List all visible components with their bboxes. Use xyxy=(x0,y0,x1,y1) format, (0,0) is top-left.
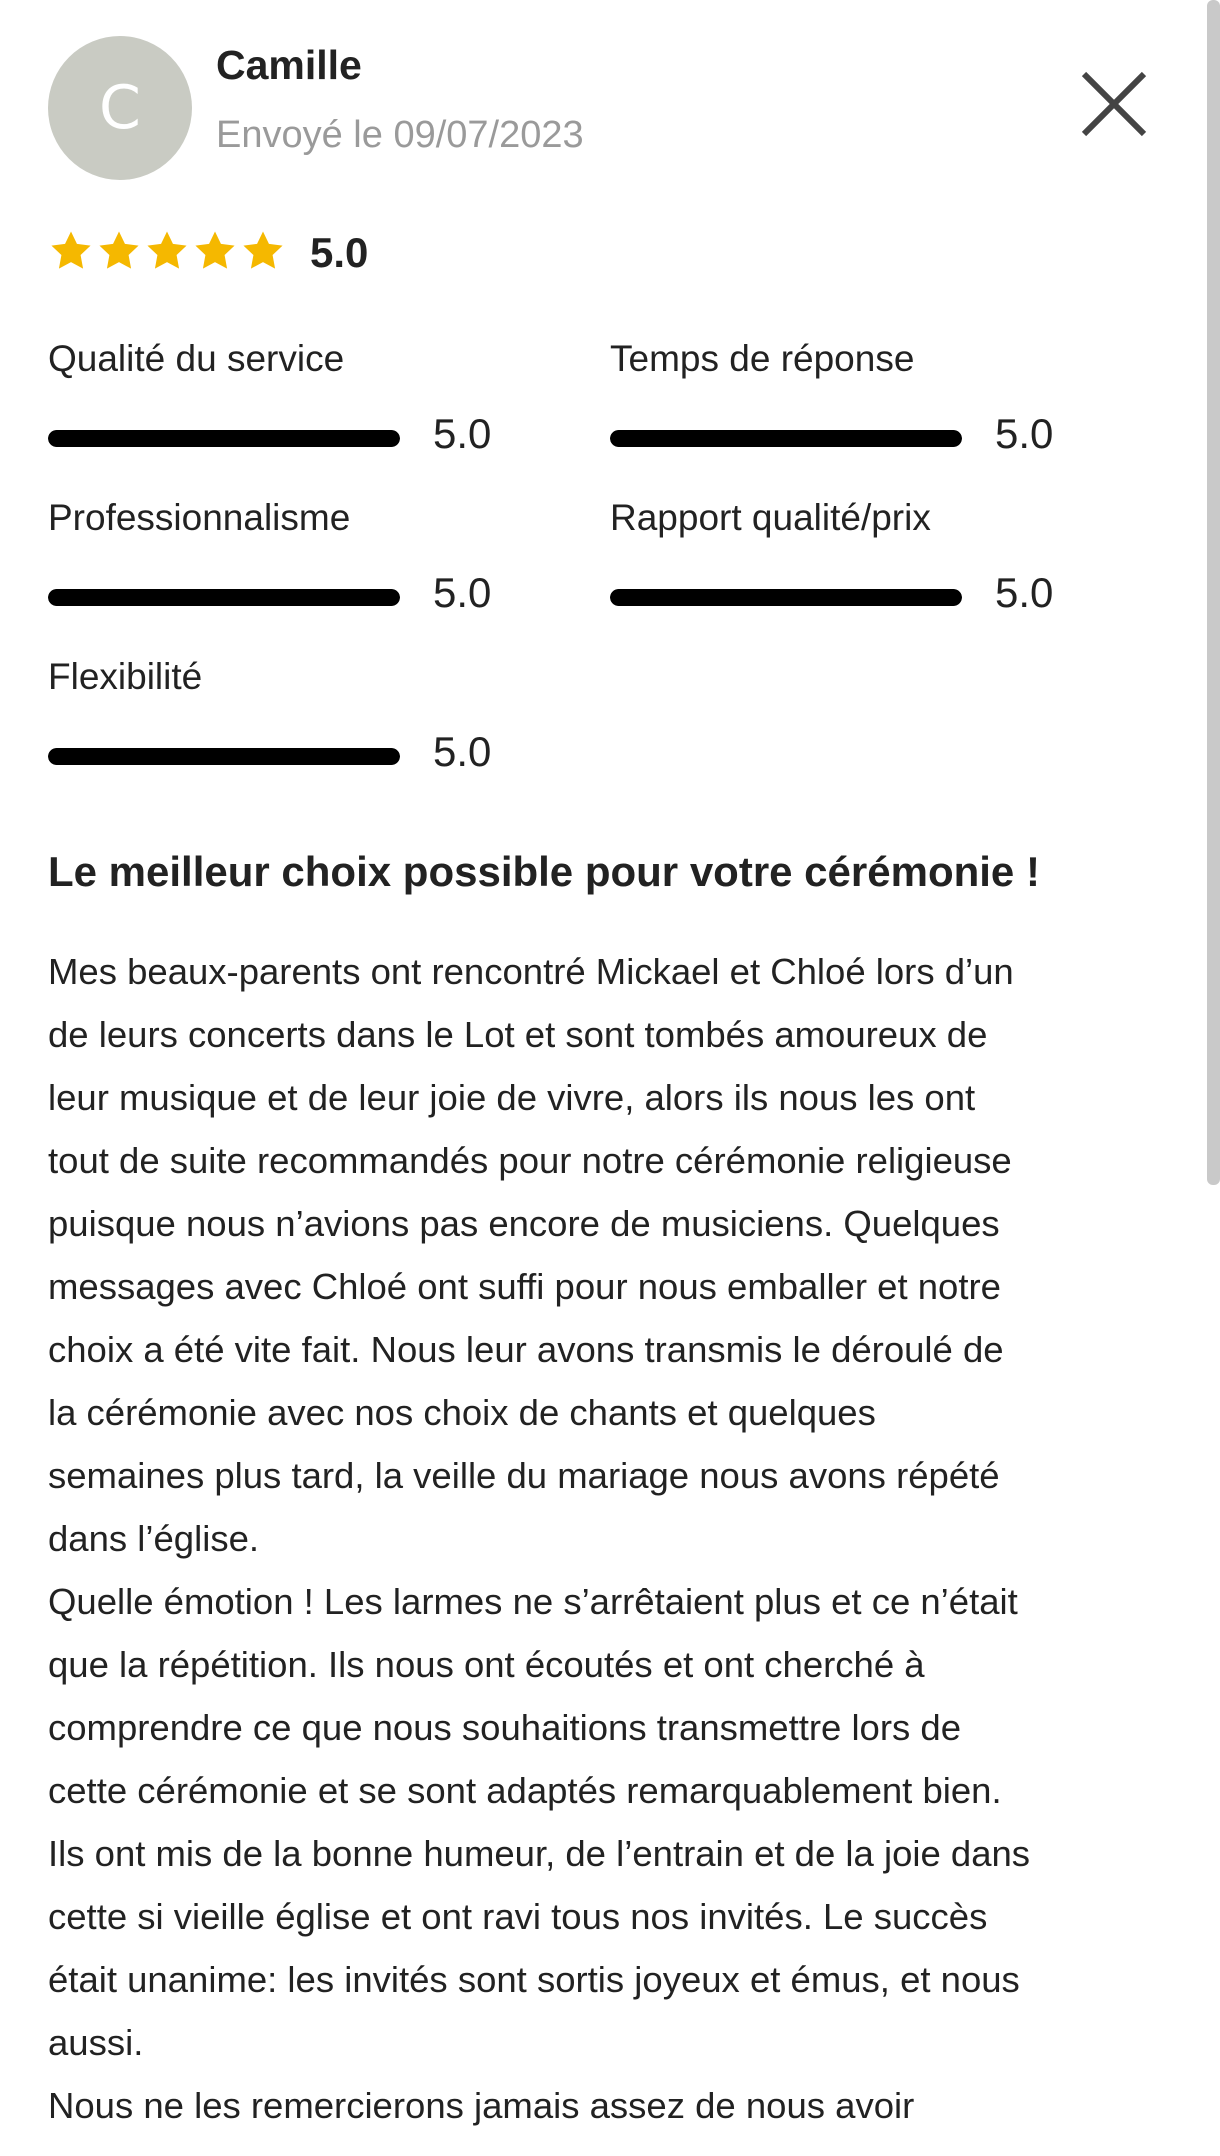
criterion-label: Qualité du service xyxy=(48,338,345,379)
avatar: C xyxy=(48,36,192,180)
criterion-bar-fill xyxy=(48,430,400,447)
author-name: Camille xyxy=(216,42,362,88)
criterion-bar-fill xyxy=(48,589,400,606)
star-icon xyxy=(144,226,190,276)
criterion-label: Rapport qualité/prix xyxy=(610,497,931,538)
review-body-line: aussi. xyxy=(48,2022,144,2063)
review-body-line: Ils ont mis de la bonne humeur, de l’entrain et de la joie dans xyxy=(48,1833,1031,1874)
sent-date: Envoyé le 09/07/2023 xyxy=(216,114,584,156)
review-body-line: de leurs concerts dans le Lot et sont tombés amoureux de xyxy=(48,1014,988,1055)
criterion-bar xyxy=(610,430,962,447)
overall-score: 5.0 xyxy=(310,229,369,276)
criterion-bar-fill xyxy=(610,430,962,447)
criterion-value-for-money xyxy=(610,497,1110,627)
criterion-professionalism xyxy=(48,497,548,627)
star-icon xyxy=(48,226,94,276)
review-body-line: était unanime: les invités sont sortis joyeux et émus, et nous xyxy=(48,1959,1020,2000)
scrollbar-thumb[interactable] xyxy=(1207,0,1220,1185)
criterion-score: 5.0 xyxy=(433,728,492,775)
close-icon xyxy=(1074,64,1154,144)
star-rating xyxy=(48,226,286,276)
criterion-flexibility xyxy=(48,656,548,786)
star-icon xyxy=(192,226,238,276)
close-button[interactable] xyxy=(1074,64,1154,144)
criterion-label: Flexibilité xyxy=(48,656,203,697)
review-body-line: messages avec Chloé ont suffi pour nous emballer et notre xyxy=(48,1266,1001,1307)
criterion-service-quality xyxy=(48,338,548,468)
criterion-bar xyxy=(610,589,962,606)
criterion-bar-fill xyxy=(48,748,400,765)
review-body-line: puisque nous n’avions pas encore de musiciens. Quelques xyxy=(48,1203,1000,1244)
criterion-bar xyxy=(48,430,400,447)
star-icon xyxy=(240,226,286,276)
criterion-response-time xyxy=(610,338,1110,468)
review-body-line: Mes beaux-parents ont rencontré Mickael et Chloé lors d’un xyxy=(48,951,1014,992)
review-title: Le meilleur choix possible pour votre cérémonie ! xyxy=(48,848,1040,895)
criterion-score: 5.0 xyxy=(433,569,492,616)
review-body-line: dans l’église. xyxy=(48,1518,260,1559)
review-body-line: cette cérémonie et se sont adaptés remarquablement bien. xyxy=(48,1770,1002,1811)
star-icon xyxy=(96,226,142,276)
review-body xyxy=(48,940,1188,2137)
review-body-line: semaines plus tard, la veille du mariage nous avons répété xyxy=(48,1455,1000,1496)
criterion-bar-fill xyxy=(610,589,962,606)
review-body-line: comprendre ce que nous souhaitions transmettre lors de xyxy=(48,1707,961,1748)
criterion-score: 5.0 xyxy=(995,569,1054,616)
review-body-line: que la répétition. Ils nous ont écoutés et ont cherché à xyxy=(48,1644,925,1685)
review-body-line: la cérémonie avec nos choix de chants et quelques xyxy=(48,1392,876,1433)
review-body-line: leur musique et de leur joie de vivre, alors ils nous les ont xyxy=(48,1077,976,1118)
review-body-line: cette si vieille église et ont ravi tous nos invités. Le succès xyxy=(48,1896,988,1937)
review-body-line: Quelle émotion ! Les larmes ne s’arrêtaient plus et ce n’était xyxy=(48,1581,1018,1622)
criterion-bar xyxy=(48,748,400,765)
criterion-score: 5.0 xyxy=(995,410,1054,457)
criterion-score: 5.0 xyxy=(433,410,492,457)
review-body-line: Nous ne les remercierons jamais assez de nous avoir xyxy=(48,2085,915,2126)
review-header xyxy=(48,36,1158,181)
criterion-label: Temps de réponse xyxy=(610,338,915,379)
review-body-line: tout de suite recommandés pour notre cérémonie religieuse xyxy=(48,1140,1012,1181)
overall-rating xyxy=(48,226,648,280)
criterion-bar xyxy=(48,589,400,606)
review-body-line: choix a été vite fait. Nous leur avons transmis le déroulé de xyxy=(48,1329,1004,1370)
criterion-label: Professionnalisme xyxy=(48,497,351,538)
